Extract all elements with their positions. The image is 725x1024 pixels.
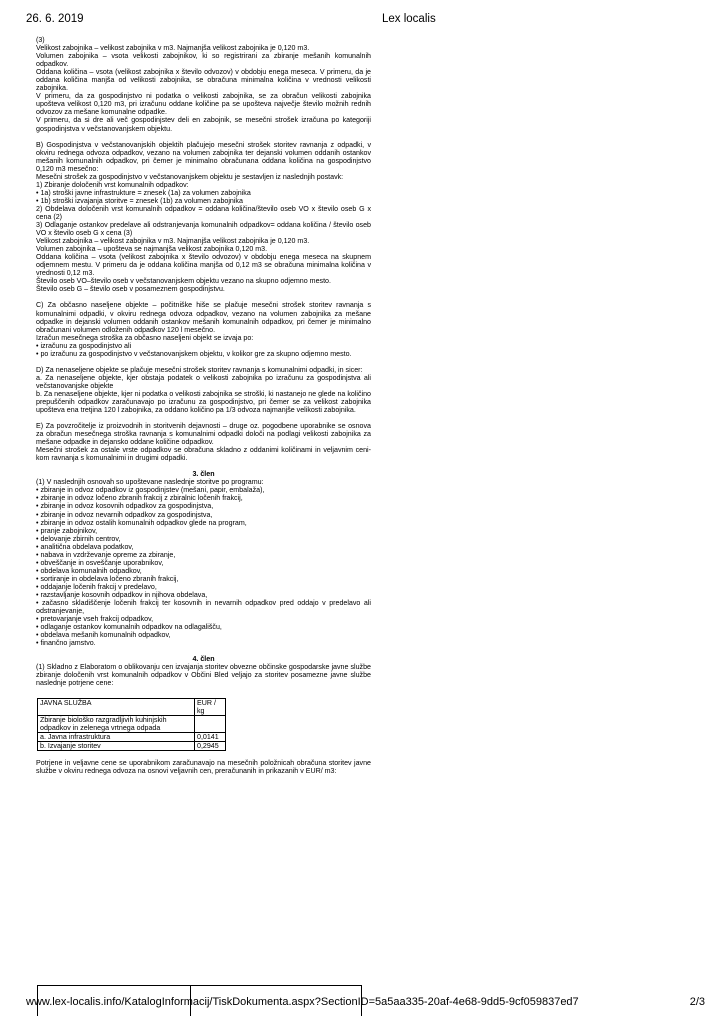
text-paragraph: Velikost zabojnika – velikost zabojnika v m3. Najmanjša velikost zabojnika je 0,120 m3. xyxy=(36,44,310,53)
list-item: • obdelava mešanih komunalnih odpadkov, xyxy=(36,631,171,640)
text-paragraph: • 1a) stroški javne infrastrukture = znesek (1a) za volumen zabojnika xyxy=(36,188,251,197)
table-cell: 0,0141 xyxy=(195,732,226,741)
list-item: • zbiranje in odvoz odpadkov iz gospodinjstev (mešani, papir, embalaža), xyxy=(36,486,265,495)
text-paragraph: V primeru, da za gospodinjstvo ni podatka o velikosti zabojnika, se za obračun velikosti zabojnika upošteva velikost 0,120 m3, pri izračunu oddane količine pa se upošteva največje število možnih rednih odvozov za mešane komunalne odpadke. xyxy=(36,92,371,117)
page-number: 2/3 xyxy=(689,996,705,1008)
text-paragraph: 3) Odlaganje ostankov predelave ali odstranjevanja komunalnih odpadkov= oddana količina / število oseb VO x število oseb G x cena (3) xyxy=(36,221,371,238)
price-table xyxy=(37,698,226,751)
page-url[interactable]: www.lex-localis.info/KatalogInformacij/TiskDokumenta.aspx?SectionID=5a5aa335-20af-4e68-9dd5-9cf059837ed7 xyxy=(26,996,579,1008)
table-row xyxy=(38,715,226,732)
table-header-service: JAVNA SLUŽBA xyxy=(38,698,195,715)
list-item: • pretovarjanje vseh frakcij odpadkov, xyxy=(36,615,154,624)
text-paragraph: Izračun mesečnega stroška za občasno naseljeni objekt se izvaja po: xyxy=(36,333,254,342)
article-text xyxy=(36,36,371,462)
table-header-unit: EUR / kg xyxy=(195,698,226,715)
table-row xyxy=(38,741,226,750)
table-row xyxy=(38,732,226,741)
text-paragraph: B) Gospodinjstva v večstanovanjskih objektih plačujejo mesečni strošek storitev ravnanja z odpadki, v okviru rednega odvoza odpadkov, vezano na volumen zabojnika ter dejanski volumen oddanih ostankov mešanih komunalnih odpadkov, pri čemer je minimalno obračunana oddana količina na gospodinjstvo 0,120 m3 mesečno: xyxy=(36,140,371,173)
list-item: • delovanje zbirnih centrov, xyxy=(36,534,121,543)
text-paragraph: a. Za nenaseljene objekte, kjer obstaja podatek o velikosti zabojnika po izračunu za gospodinjstva ali večstanovanjske objekte xyxy=(36,373,371,390)
text-paragraph: E) Za povzročitelje iz proizvodnih in storitvenih dejavnosti – druge oz. pogodbene uporabnike se osnova za obračun mesečnega stroška ravnanja s komunalnimi odpadki določi na podlagi velikosti zabojnika za mešane odpadke in dejansko oddane količine odpadkov. xyxy=(36,422,371,447)
text-paragraph: • po izračunu za gospodinjstvo v večstanovanjskem objektu, v kolikor gre za skupno odjemno mesto. xyxy=(36,349,352,358)
text-paragraph: Oddana količina – vsota (velikost zabojnika x število odvozov) v obdobju enega meseca na skupnem odjemnem mestu. V primeru da je oddana količina manjša od 0,12 m3 se obračuna minimalna količina v vrednosti 0,12 m3. xyxy=(36,253,371,278)
text-paragraph: • 1b) stroški izvajanja storitve = znesek (1b) za volumen zabojnika xyxy=(36,196,243,205)
list-item: • analitična obdelava podatkov, xyxy=(36,542,134,551)
article-4-after-table: Potrjene in veljavne cene se uporabnikom zaračunavajo na mesečnih položnicah obračuna storitev javne službe v okviru rednega odvoza na osnovi veljavnih cen, preračunanih in prikazanih v EUR/ m3: xyxy=(36,758,371,775)
text-paragraph: D) Za nenaseljene objekte se plačuje mesečni strošek storitev ravnanja s komunalnimi odpadki, in sicer: xyxy=(36,365,363,374)
list-item: • odlaganje ostankov komunalnih odpadkov na odlagališču, xyxy=(36,623,222,632)
list-item: • obdelava komunalnih odpadkov, xyxy=(36,566,142,575)
article-3-intro: (1) V naslednjih osnovah so upoštevane naslednje storitve po programu: xyxy=(36,478,264,487)
list-item: • razstavljanje kosovnih odpadkov in njihova obdelava, xyxy=(36,591,208,599)
text-paragraph: b. Za nenaseljene objekte, kjer ni podatka o velikosti zabojnika se stroški, ki nastanejo ne glede na količino prepuščenih odpadkov zaračunavajo po izračunu za gospodinjstvo, pri čemer se za velikost zabojnika upošteva ena tretjina 120 l zabojnika, za oddano količino pa 1/3 odvoza najmanjše velikosti zabojnika. xyxy=(36,389,371,415)
list-item: • sortiranje in obdelava ločeno zbranih frakcij, xyxy=(36,574,179,583)
text-paragraph: V primeru, da si dre ali več gospodinjstev deli en zabojnik, se mesečni strošek izračuna po kategoriji gospodinjstva v večstanovanjskem objektu. xyxy=(36,116,371,133)
table-header-row xyxy=(38,698,226,715)
article-3-heading: 3. člen xyxy=(192,470,215,479)
list-item: • zbiranje in odvoz ločeno zbranih frakcij z zbiralnic ločenih frakcij, xyxy=(36,494,243,503)
text-paragraph: C) Za občasno naseljene objekte – počitniške hiše se plačuje mesečni strošek storitev ravnanja s komunalnimi odpadki, v okviru rednega odvoza odpadkov, vezano na volumen zabojnika za mešane odpadke in dejanski volumen oddanih ostankov mešanih komunalnih odpadkov, pri čemer je minimalno obračunani volumen odloženih odpadkov 120 l mesečno. xyxy=(36,301,371,334)
text-paragraph: Mesečni strošek za ostale vrste odpadkov se obračuna skladno z oddanimi količinami in veljavnim cenikom ravnanja s komunalnimi in drugimi odpadki. xyxy=(36,446,371,463)
text-paragraph: • izračunu za gospodinjstvo ali xyxy=(36,341,132,350)
text-paragraph: Oddana količina – vsota (velikost zabojnika x število odvozov) v obdobju enega meseca. V primeru, da je oddana količina manjša od velikosti zabojnika, se obračuna minimalna količina v vrednosti velikosti zabojnika. xyxy=(36,68,371,93)
table-cell xyxy=(195,715,226,732)
text-paragraph: Mesečni strošek za gospodinjstvo v večstanovanjskem objektu je sestavljen iz naslednjih postavk: xyxy=(36,172,344,181)
text-paragraph: Volumen zabojnika – upošteva se najmanjša velikost zabojnika 0,120 m3. xyxy=(36,245,268,254)
list-item: • nabava in vzdrževanje opreme za zbiranje, xyxy=(36,550,176,559)
list-item: • zbiranje in odvoz nevarnih odpadkov za gospodinjstva, xyxy=(36,510,213,519)
list-item: • oddajanje ločenih frakcij v predelavo, xyxy=(36,582,157,591)
table-cell: 0,2945 xyxy=(195,741,226,750)
list-item: • zbiranje in odvoz ostalih komunalnih odpadkov glede na program, xyxy=(36,518,247,527)
text-paragraph: Volumen zabojnika – vsota velikosti zabojnikov, ki so registrirani za zbiranje mešanih komunalnih odpadkov. xyxy=(36,52,371,69)
text-paragraph: Število oseb G – število oseb v posameznem gospodinjstvu. xyxy=(36,285,225,294)
table-cell: a. Javna infrastruktura xyxy=(38,732,195,741)
list-item: • začasno skladiščenje ločenih frakcij ter kosovnih in nevarnih odpadkov pred oddajo v predelavo ali odstranjevanje, xyxy=(36,599,371,616)
list-item: • zbiranje in odvoz kosovnih odpadkov za gospodinjstva, xyxy=(36,502,214,511)
text-paragraph: 2) Obdelava določenih vrst komunalnih odpadkov = oddana količina/število oseb VO x število oseb G x cena (2) xyxy=(36,204,371,221)
table-cell: Zbiranje biološko razgradljivih kuhinjskih odpadkov in zelenega vrtnega odpada xyxy=(38,715,195,732)
services-list xyxy=(36,486,371,647)
text-paragraph: Velikost zabojnika – velikost zabojnika v m3. Najmanjša velikost zabojnika je 0,120 m3. xyxy=(36,237,310,246)
list-item: • obveščanje in osveščanje uporabnikov, xyxy=(36,558,164,567)
table-cell: b. Izvajanje storitev xyxy=(38,741,195,750)
list-item: • finančno jamstvo. xyxy=(36,639,96,648)
text-paragraph: Število oseb VO–število oseb v večstanovanjskem objektu vezano na skupno odjemno mesto. xyxy=(36,277,331,286)
document-body xyxy=(36,36,371,775)
list-item: • pranje zabojnikov, xyxy=(36,526,98,535)
site-title: Lex localis xyxy=(382,13,436,25)
article-4-intro: (1) Skladno z Elaboratom o oblikovanju cen izvajanja storitev obvezne občinske gospodarske javne službe zbiranje določenih vrst komunalnih odpadkov v Občini Bled veljajo za storitev posamezne javne službe naslednje potrjene cene: xyxy=(36,663,371,688)
article-4-heading: 4. člen xyxy=(192,655,215,664)
text-paragraph: (3) xyxy=(36,36,45,44)
print-date: 26. 6. 2019 xyxy=(26,13,84,25)
text-paragraph: 1) Zbiranje določenih vrst komunalnih odpadkov: xyxy=(36,180,189,189)
